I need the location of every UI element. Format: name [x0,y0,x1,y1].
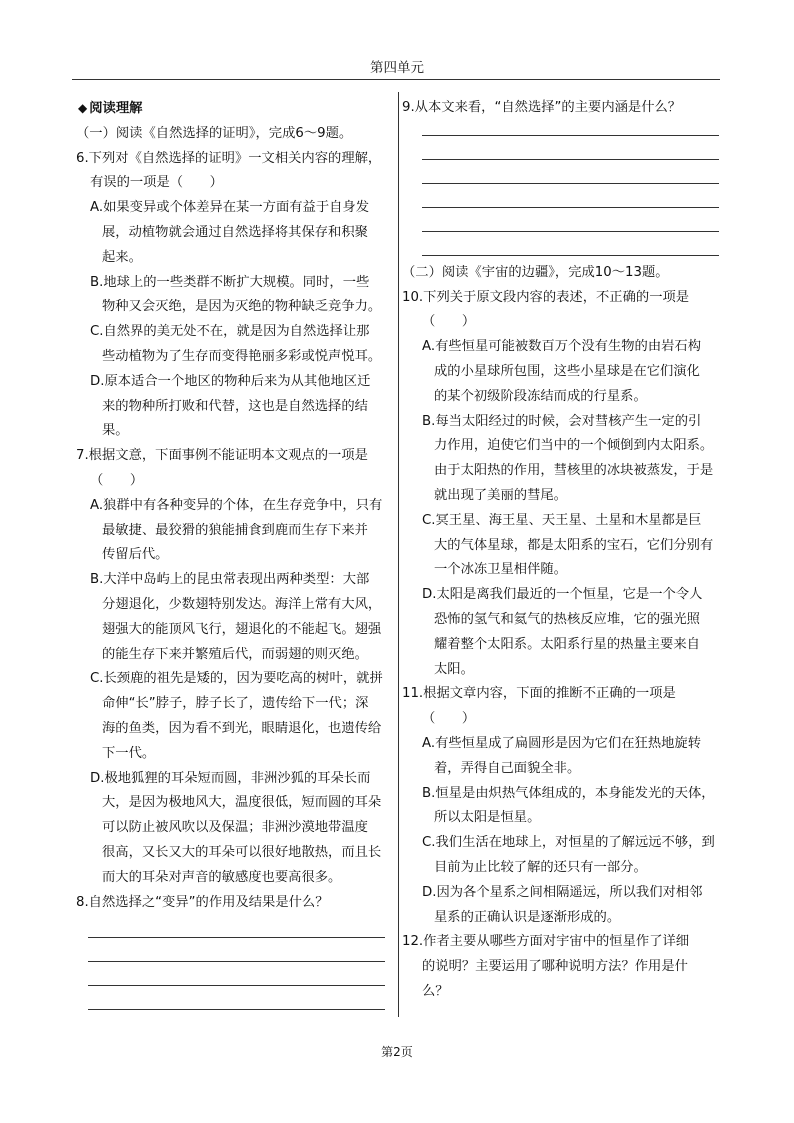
question-stem: 11.根据文章内容，下面的推断不正确的一项是 [402,686,676,702]
header-rule [72,79,720,80]
option-d: D.太阳是离我们最近的一个恒星，它是一个令人 [422,587,703,603]
option-b: B.恒星是由炽热气体组成的，本身能发光的天体， [422,785,715,801]
option-b: 物种又会灭绝，是因为灭绝的物种缺乏竞争力。 [102,299,382,315]
question-12 [402,930,724,1004]
option-b: 分翅退化，少数翅特别发达。海洋上常有大风， [102,596,382,612]
option-c: C.长颈鹿的祖先是矮的，因为要吃高的树叶，就拼 [90,671,383,687]
option-a: 的某个初级阶段冻结而成的行星系。 [434,388,647,404]
question-stem: （ ） [90,472,144,488]
option-b: B.大洋中岛屿上的昆虫常表现出两种类型：大部 [90,572,370,588]
option-c: 些动植物为了生存而变得艳丽多彩或悦声悦耳。 [102,348,382,364]
option-a: A.狼群中有各种变异的个体，在生存竞争中，只有 [90,497,383,513]
option-d: 太阳。 [434,661,474,677]
right-column [402,96,724,1005]
option-a: 最敏捷、最狡猾的狼能捕食到鹿而生存下来并 [102,522,368,538]
question-stem: 10.下列关于原文段内容的表述，不正确的一项是 [402,289,690,305]
option-c: 下一代。 [102,745,156,761]
page-number: 第2页 [381,1045,413,1059]
option-d: D.原本适合一个地区的物种后来为从其他地区迁 [90,373,371,389]
option-d: 耀着整个太阳系。太阳系行星的热量主要来自 [434,636,700,652]
option-d: 果。 [102,423,129,439]
question-stem: 9.从本文来看，“自然选择”的主要内涵是什么？ [402,100,682,115]
option-d: 来的物种所打败和代替，这也是自然选择的结 [102,398,368,414]
question-stem: （ ） [422,711,476,727]
unit-header: 第四单元 [370,60,424,76]
question-stem: （ ） [422,314,476,330]
answer-line[interactable] [422,207,719,208]
answer-line[interactable] [88,1009,385,1010]
answer-line[interactable] [88,961,385,962]
question-stem: 7.根据文意，下面事例不能证明本文观点的一项是 [76,448,368,464]
question-8 [76,891,391,1011]
diamond-bullet-icon: ◆ [78,101,88,115]
option-d: 很高，又长又大的耳朵可以很好地散热，而且长 [102,844,382,860]
option-b: 力作用，迫使它们当中的一个倾倒到内太阳系。 [434,438,714,454]
answer-line[interactable] [422,135,719,136]
answer-line[interactable] [422,255,719,256]
option-b: 所以太阳是恒星。 [434,810,541,826]
option-c: 大的气体星球，都是太阳系的宝石，它们分别有 [434,537,714,553]
option-d: D.极地狐狸的耳朵短而圆，非洲沙狐的耳朵长而 [90,770,371,786]
option-d: 大，是因为极地风大，温度很低，短而圆的耳朵 [102,795,382,811]
answer-line[interactable] [422,231,719,232]
answer-lines [402,121,724,256]
option-b: B.地球上的一些类群不断扩大规模。同时，一些 [90,274,370,290]
option-c: 目前为止比较了解的还只有一部分。 [434,859,647,875]
option-a: 起来。 [102,249,142,265]
option-c: 一个冰冻卫星相伴随。 [434,562,567,578]
option-c: C.冥王星、海王星、天王星、土星和木星都是巨 [422,512,702,528]
option-a: A.如果变异或个体差异在某一方面有益于自身发 [90,200,370,216]
option-a: 成的小星球所包围，这些小星球是在它们演化 [434,363,700,379]
question-stem: 的说明？主要运用了哪种说明方法？作用是什 [422,959,688,975]
column-divider [398,92,399,1017]
question-stem: 8.自然选择之“变异”的作用及结果是什么？ [76,894,329,910]
passage-intro: （二）阅读《宇宙的边疆》，完成10～13题。 [402,264,669,280]
option-d: 而大的耳朵对声音的敏感度也要高很多。 [102,869,342,885]
option-c: C.自然界的美无处不在，就是因为自然选择让那 [90,324,370,340]
option-d: 恐怖的氢气和氦气的热核反应堆，它的强光照 [434,611,700,627]
option-a: 展，动植物就会通过自然选择将其保存和积聚 [102,224,368,240]
question-7 [76,444,391,890]
option-c: 海的鱼类，因为看不到光，眼睛退化，也遗传给 [102,720,382,736]
option-a: A.有些恒星成了扁圆形是因为它们在狂热地旋转 [422,735,702,751]
left-column [76,96,391,1033]
option-b: B.每当太阳经过的时候，会对彗核产生一定的引 [422,413,702,429]
option-a: 传留后代。 [102,547,169,563]
question-stem: 12.作者主要从哪些方面对宇宙中的恒星作了详细 [402,934,690,950]
option-b: 就出现了美丽的彗尾。 [434,487,567,503]
option-b: 的能生存下来并繁殖后代，而弱翅的则灭绝。 [102,646,368,662]
question-stem: 6.下列对《自然选择的证明》一文相关内容的理解， [76,150,382,166]
question-11 [402,682,724,930]
answer-line[interactable] [88,985,385,986]
question-stem: 么？ [422,983,449,999]
answer-line[interactable] [422,159,719,160]
question-6 [76,147,391,445]
question-stem: 有误的一项是（ ） [90,175,223,191]
option-d: 星系的正确认识是逐渐形成的。 [434,909,621,925]
option-a: A.有些恒星可能被数百万个没有生物的由岩石构 [422,339,702,355]
question-10 [402,286,724,683]
option-c: 命伸“长”脖子，脖子长了，遗传给下一代；深 [102,696,369,712]
option-c: C.我们生活在地球上，对恒星的了解远远不够，到 [422,835,715,851]
answer-lines [76,915,391,1010]
option-a: 着，弄得自己面貌全非。 [434,760,581,776]
option-d: D.因为各个星系之间相隔遥远，所以我们对相邻 [422,884,703,900]
option-b: 由于太阳热的作用，彗核里的冰块被蒸发，于是 [434,463,714,479]
option-d: 可以防止被风吹以及保温；非洲沙漠地带温度 [102,820,368,836]
question-9 [402,96,724,256]
answer-line[interactable] [88,937,385,938]
section-title: ◆ 阅读理解 [76,96,391,122]
option-b: 翅强大的能顶风飞行，翅退化的不能起飞。翅强 [102,621,382,637]
passage-intro: （一）阅读《自然选择的证明》，完成6～9题。 [76,125,353,141]
answer-line[interactable] [422,183,719,184]
